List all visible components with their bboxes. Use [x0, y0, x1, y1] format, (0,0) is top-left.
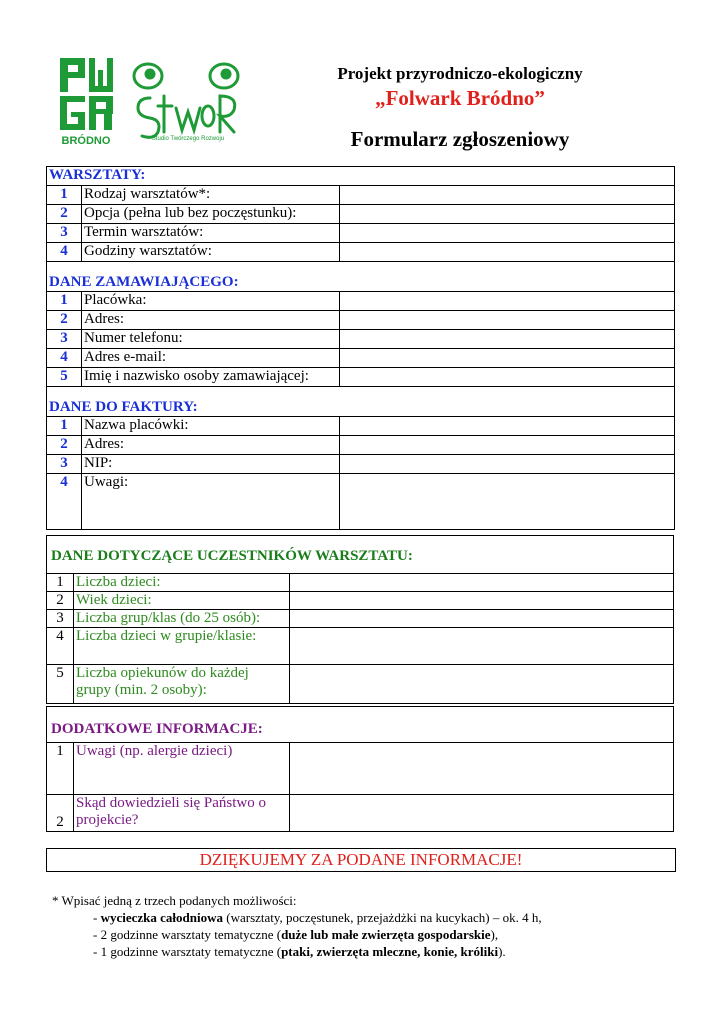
row-number: 4: [47, 349, 82, 368]
row-label: NIP:: [82, 455, 340, 474]
row-number: 4: [47, 243, 82, 262]
section-faktura-title: DANE DO FAKTURY:: [47, 387, 675, 417]
row-label: Liczba dzieci:: [74, 574, 290, 592]
table-row: [47, 224, 675, 243]
row-label: Opcja (pełna lub bez poczęstunku):: [82, 205, 340, 224]
row-label: Adres e-mail:: [82, 349, 340, 368]
table-row: [47, 474, 675, 530]
footnote-line-2-rest: ),: [490, 927, 499, 942]
row-label: Wiek dzieci:: [74, 592, 290, 610]
row-label: Liczba opiekunów do każdej grupy (min. 2 osoby):: [74, 665, 290, 704]
row-number: 2: [47, 795, 74, 832]
row-label: Imię i nazwisko osoby zamawiającej:: [82, 368, 340, 387]
nip-field[interactable]: [340, 455, 675, 474]
table-row: [47, 349, 675, 368]
allergies-notes-field[interactable]: [290, 743, 674, 795]
orderer-name-field[interactable]: [340, 368, 675, 387]
email-field[interactable]: [340, 349, 675, 368]
invoice-notes-field[interactable]: [340, 474, 675, 530]
table-row: [47, 628, 674, 665]
table-row: [47, 795, 674, 832]
project-name: „Folwark Bródno”: [375, 86, 545, 110]
workshop-option-field[interactable]: [340, 205, 675, 224]
section-uczestnicy-title: DANE DOTYCZĄCE UCZESTNIKÓW WARSZTATU:: [47, 536, 674, 574]
participants-table: [46, 535, 674, 704]
row-label: Adres:: [82, 311, 340, 330]
footnote-line-3-rest: ).: [498, 944, 506, 959]
section-zamawiajacy-title: DANE ZAMAWIAJĄCEGO:: [47, 262, 675, 292]
phone-field[interactable]: [340, 330, 675, 349]
row-label: Rodzaj warsztatów*:: [82, 186, 340, 205]
footnote-line-1-rest: (warsztaty, poczęstunek, przejażdżki na kucykach) – ok. 4 h,: [223, 910, 542, 925]
row-number: 3: [47, 224, 82, 243]
row-number: 1: [47, 574, 74, 592]
row-number: 1: [47, 743, 74, 795]
row-number: 4: [47, 628, 74, 665]
row-number: 2: [47, 436, 82, 455]
table-row: [47, 610, 674, 628]
footnote-line-1-bold: wycieczka całodniowa: [100, 910, 223, 925]
row-number: 2: [47, 205, 82, 224]
invoice-institution-field[interactable]: [340, 417, 675, 436]
row-number: 5: [47, 665, 74, 704]
footnote-line-3: [93, 943, 693, 960]
footnote-intro: * Wpisać jedną z trzech podanych możliwości:: [52, 893, 297, 908]
section-warsztaty-title: WARSZTATY:: [47, 167, 675, 186]
row-label: Nazwa placówki:: [82, 417, 340, 436]
table-row: [47, 330, 675, 349]
row-number: 3: [47, 455, 82, 474]
table-row: [47, 436, 675, 455]
table-row: [47, 592, 674, 610]
additional-info-table: [46, 706, 674, 832]
row-label: Godziny warsztatów:: [82, 243, 340, 262]
row-label: Liczba dzieci w grupie/klasie:: [74, 628, 290, 665]
workshop-date-field[interactable]: [340, 224, 675, 243]
row-label: Liczba grup/klas (do 25 osób):: [74, 610, 290, 628]
project-subtitle: Projekt przyrodniczo-ekologiczny: [337, 64, 583, 83]
row-number: 3: [47, 610, 74, 628]
table-row: [47, 292, 675, 311]
footnote-line-1-prefix: -: [93, 910, 101, 925]
footnote-line-2: [93, 926, 693, 943]
section-dodatkowe-title: DODATKOWE INFORMACJE:: [47, 707, 674, 743]
workshop-hours-field[interactable]: [340, 243, 675, 262]
table-row: [47, 205, 675, 224]
form-title: Formularz zgłoszeniowy: [350, 127, 570, 151]
pwgr-logo: [52, 56, 120, 148]
row-label: Uwagi:: [82, 474, 340, 530]
referral-source-field[interactable]: [290, 795, 674, 832]
table-row: [47, 243, 675, 262]
table-row: [47, 311, 675, 330]
footnote-line-3-prefix: - 1 godzinne warsztaty tematyczne (: [93, 944, 282, 959]
row-number: 2: [47, 592, 74, 610]
footnote-line-2-prefix: - 2 godzinne warsztaty tematyczne (: [93, 927, 282, 942]
table-row: [47, 417, 675, 436]
table-row: [47, 743, 674, 795]
table-row: [47, 368, 675, 387]
row-number: 1: [47, 292, 82, 311]
footnote-line-2-bold: duże lub małe zwierzęta gospodarskie: [281, 927, 491, 942]
children-age-field[interactable]: [290, 592, 674, 610]
children-count-field[interactable]: [290, 574, 674, 592]
footnote-line-3-bold: ptaki, zwierzęta mleczne, konie, króliki: [281, 944, 499, 959]
stwor-logo-text: Studio Twórczego Rozwoju: [151, 136, 225, 142]
address-field[interactable]: [340, 311, 675, 330]
invoice-address-field[interactable]: [340, 436, 675, 455]
table-row: [47, 186, 675, 205]
workshop-type-field[interactable]: [340, 186, 675, 205]
row-number: 3: [47, 330, 82, 349]
row-number: 1: [47, 417, 82, 436]
row-label: Adres:: [82, 436, 340, 455]
row-label: Placówka:: [82, 292, 340, 311]
thanks-banner: DZIĘKUJEMY ZA PODANE INFORMACJE!: [46, 848, 676, 872]
children-per-group-field[interactable]: [290, 628, 674, 665]
table-row: [47, 665, 674, 704]
row-label: Numer telefonu:: [82, 330, 340, 349]
footnote-line-1: [93, 909, 693, 926]
row-number: 4: [47, 474, 82, 530]
institution-field[interactable]: [340, 292, 675, 311]
row-number: 5: [47, 368, 82, 387]
row-label: Uwagi (np. alergie dzieci): [74, 743, 290, 795]
groups-count-field[interactable]: [290, 610, 674, 628]
stwor-logo: [128, 58, 246, 144]
row-label: Termin warsztatów:: [82, 224, 340, 243]
table-row: [47, 455, 675, 474]
row-number: 2: [47, 311, 82, 330]
guardians-count-field[interactable]: [290, 665, 674, 704]
main-form-table: [46, 166, 675, 530]
table-row: [47, 574, 674, 592]
pwgr-logo-text: BRÓDNO: [61, 135, 111, 147]
row-number: 1: [47, 186, 82, 205]
row-label: Skąd dowiedzieli się Państwo o projekcie?: [74, 795, 290, 832]
